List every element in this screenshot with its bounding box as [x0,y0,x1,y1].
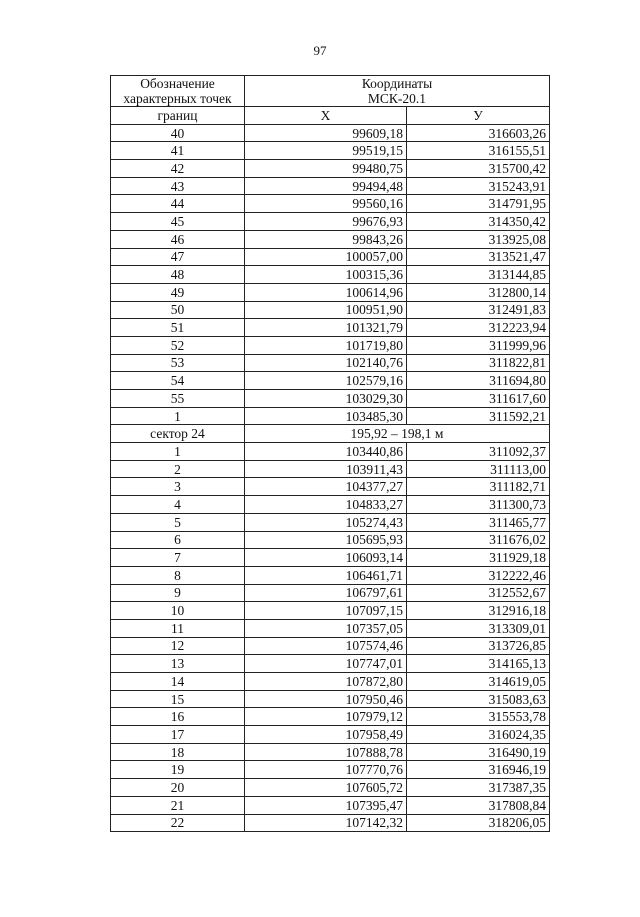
y-cell: 311592,21 [407,407,550,425]
x-cell: 107950,46 [245,690,407,708]
y-cell: 312222,46 [407,566,550,584]
point-cell: 15 [111,690,245,708]
x-cell: 100057,00 [245,248,407,266]
table-row [111,390,550,408]
x-cell: 99843,26 [245,230,407,248]
y-cell: 313726,85 [407,637,550,655]
table-row [111,443,550,461]
x-cell: 101321,79 [245,319,407,337]
sector-row [111,425,550,443]
point-cell: 6 [111,531,245,549]
table-row [111,726,550,744]
x-cell: 107574,46 [245,637,407,655]
point-cell: 50 [111,301,245,319]
y-cell: 312552,67 [407,584,550,602]
x-cell: 99560,16 [245,195,407,213]
point-cell: 45 [111,213,245,231]
table-row [111,584,550,602]
point-cell: 43 [111,177,245,195]
x-cell: 107888,78 [245,743,407,761]
table-row [111,460,550,478]
point-cell: 7 [111,549,245,567]
point-cell: 3 [111,478,245,496]
header-coordinates [245,76,550,107]
table-row [111,655,550,673]
point-cell: 53 [111,354,245,372]
point-cell: 21 [111,796,245,814]
x-cell: 107979,12 [245,708,407,726]
point-cell: 4 [111,496,245,514]
header-coords-line1: Координаты [361,76,433,91]
point-cell: 47 [111,248,245,266]
y-cell: 316946,19 [407,761,550,779]
y-cell: 311694,80 [407,372,550,390]
x-cell: 103911,43 [245,460,407,478]
point-cell: 48 [111,266,245,284]
y-cell: 311929,18 [407,549,550,567]
table-row [111,283,550,301]
x-cell: 99519,15 [245,142,407,160]
point-cell: 17 [111,726,245,744]
y-cell: 311113,00 [407,460,550,478]
point-cell: 16 [111,708,245,726]
table-row [111,531,550,549]
header-point-line3-cell [111,107,245,125]
y-cell: 314165,13 [407,655,550,673]
point-cell: 19 [111,761,245,779]
header-y: У [407,107,550,125]
y-cell: 311822,81 [407,354,550,372]
table-row [111,266,550,284]
y-cell: 317808,84 [407,796,550,814]
y-cell: 314619,05 [407,673,550,691]
point-cell: 1 [111,443,245,461]
header-x: X [245,107,407,125]
y-cell: 311300,73 [407,496,550,514]
x-cell: 104833,27 [245,496,407,514]
x-cell: 103485,30 [245,407,407,425]
point-cell: 44 [111,195,245,213]
table-row [111,513,550,531]
table-block-2 [111,443,550,832]
y-cell: 312223,94 [407,319,550,337]
page-number: 97 [313,43,327,58]
sector-range: 195,92 – 198,1 м [245,425,550,443]
y-cell: 311999,96 [407,336,550,354]
y-cell: 315700,42 [407,160,550,178]
x-cell: 107747,01 [245,655,407,673]
y-cell: 313309,01 [407,619,550,637]
sector-row-group [111,425,550,443]
y-cell: 315083,63 [407,690,550,708]
y-cell: 314791,95 [407,195,550,213]
y-cell: 316603,26 [407,124,550,142]
y-cell: 317387,35 [407,779,550,797]
x-cell: 102579,16 [245,372,407,390]
table-row [111,496,550,514]
table-row [111,124,550,142]
x-cell: 107357,05 [245,619,407,637]
y-cell: 313925,08 [407,230,550,248]
point-cell: 18 [111,743,245,761]
table-row [111,637,550,655]
point-cell: 22 [111,814,245,832]
point-cell: 1 [111,407,245,425]
point-cell: 41 [111,142,245,160]
table-row [111,743,550,761]
point-cell: 14 [111,673,245,691]
header-point-designation [111,76,245,107]
point-cell: 8 [111,566,245,584]
x-cell: 106461,71 [245,566,407,584]
point-cell: 46 [111,230,245,248]
table-row [111,195,550,213]
x-cell: 107605,72 [245,779,407,797]
table-row [111,213,550,231]
x-cell: 100315,36 [245,266,407,284]
x-cell: 100951,90 [245,301,407,319]
x-cell: 100614,96 [245,283,407,301]
table-row [111,708,550,726]
table-row [111,761,550,779]
point-cell: 13 [111,655,245,673]
x-cell: 105274,43 [245,513,407,531]
x-cell: 103029,30 [245,390,407,408]
table-row [111,248,550,266]
sector-label: сектор 24 [111,425,245,443]
header-point-line2: характерных точек [123,91,232,106]
table-row [111,673,550,691]
point-cell: 2 [111,460,245,478]
point-cell: 10 [111,602,245,620]
x-cell: 101719,80 [245,336,407,354]
table-row [111,336,550,354]
x-cell: 107395,47 [245,796,407,814]
y-cell: 315243,91 [407,177,550,195]
table-row [111,230,550,248]
x-cell: 107097,15 [245,602,407,620]
y-cell: 311465,77 [407,513,550,531]
table-row [111,566,550,584]
x-cell: 107770,76 [245,761,407,779]
y-cell: 316155,51 [407,142,550,160]
table-row [111,354,550,372]
y-cell: 316490,19 [407,743,550,761]
y-cell: 312916,18 [407,602,550,620]
table-row [111,619,550,637]
x-cell: 99676,93 [245,213,407,231]
table-row [111,142,550,160]
y-cell: 311092,37 [407,443,550,461]
y-cell: 318206,05 [407,814,550,832]
y-cell: 311617,60 [407,390,550,408]
y-cell: 311676,02 [407,531,550,549]
table-row [111,372,550,390]
x-cell: 99609,18 [245,124,407,142]
point-cell: 5 [111,513,245,531]
y-cell: 313144,85 [407,266,550,284]
point-cell: 11 [111,619,245,637]
y-cell: 316024,35 [407,726,550,744]
y-cell: 315553,78 [407,708,550,726]
table-row [111,779,550,797]
table-row [111,549,550,567]
point-cell: 51 [111,319,245,337]
x-cell: 107958,49 [245,726,407,744]
header-point-line3: границ [157,107,198,123]
x-cell: 103440,86 [245,443,407,461]
x-cell: 104377,27 [245,478,407,496]
header-coords-line2: МСК-20.1 [367,91,427,106]
point-cell: 20 [111,779,245,797]
table-block-1 [111,124,550,425]
point-cell: 40 [111,124,245,142]
table-row [111,160,550,178]
point-cell: 42 [111,160,245,178]
point-cell: 12 [111,637,245,655]
point-cell: 9 [111,584,245,602]
table-row [111,796,550,814]
point-cell: 55 [111,390,245,408]
y-cell: 311182,71 [407,478,550,496]
table-row [111,319,550,337]
x-cell: 99480,75 [245,160,407,178]
table-row [111,478,550,496]
table-row [111,301,550,319]
table-row [111,177,550,195]
point-cell: 54 [111,372,245,390]
y-cell: 314350,42 [407,213,550,231]
y-cell: 312491,83 [407,301,550,319]
table-row [111,407,550,425]
coordinates-table [110,75,550,832]
x-cell: 107142,32 [245,814,407,832]
point-cell: 52 [111,336,245,354]
y-cell: 312800,14 [407,283,550,301]
x-cell: 107872,80 [245,673,407,691]
table-row [111,690,550,708]
point-cell: 49 [111,283,245,301]
y-cell: 313521,47 [407,248,550,266]
x-cell: 105695,93 [245,531,407,549]
table-row [111,602,550,620]
x-cell: 102140,76 [245,354,407,372]
table-row [111,814,550,832]
x-cell: 99494,48 [245,177,407,195]
header-point-line1: Обозначение [140,76,215,91]
x-cell: 106093,14 [245,549,407,567]
x-cell: 106797,61 [245,584,407,602]
